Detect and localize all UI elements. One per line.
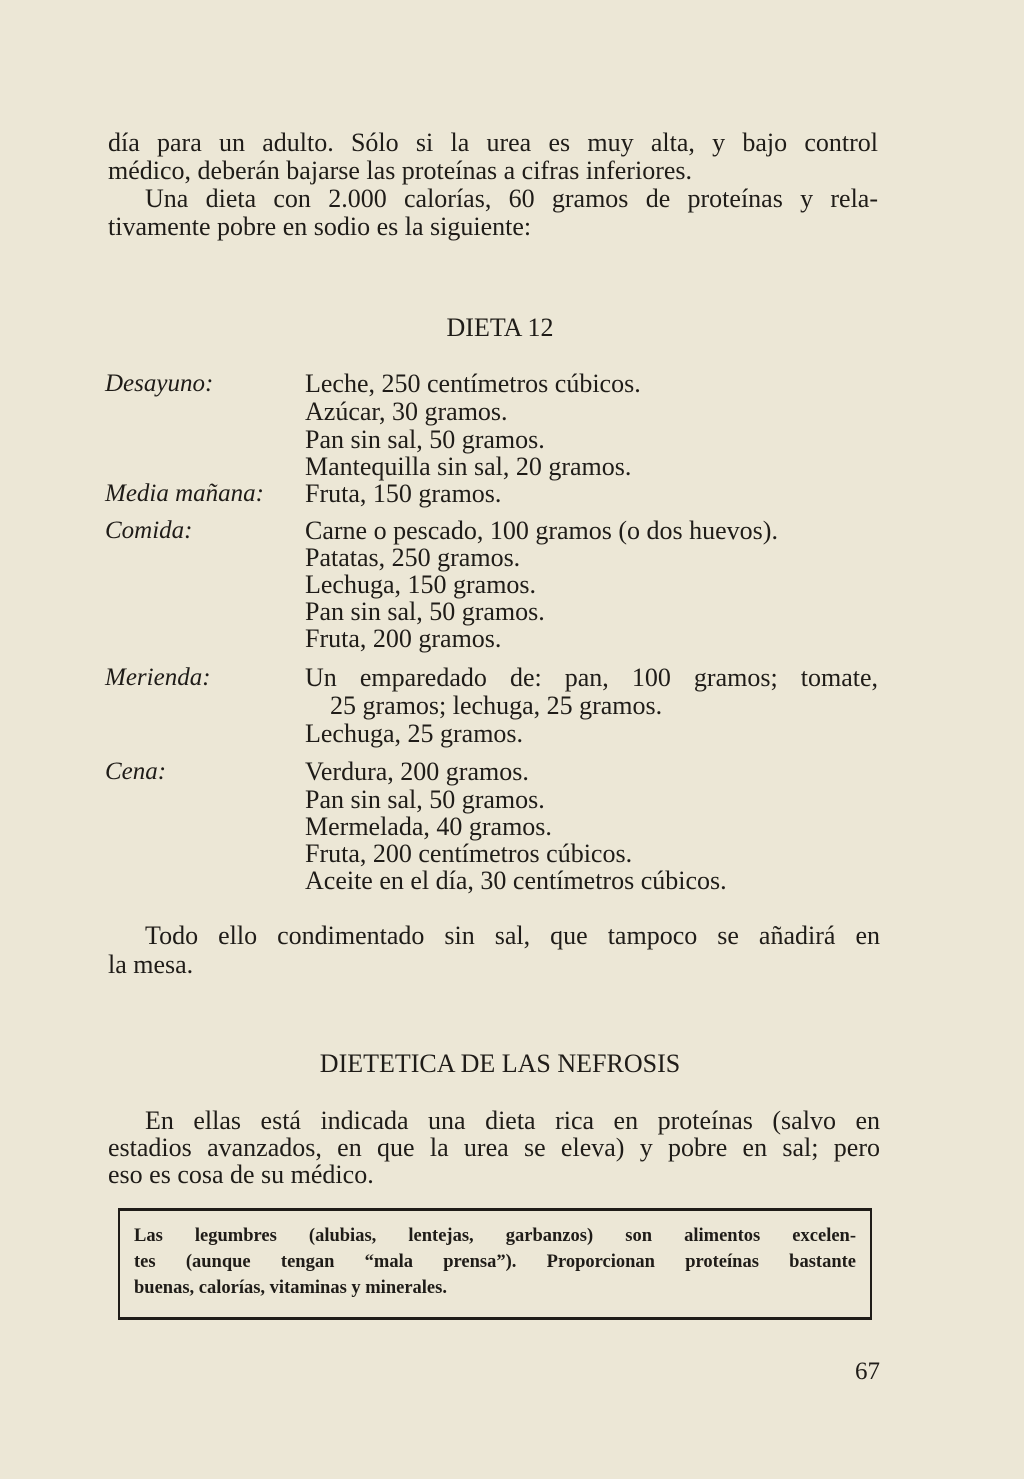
callout-line-1: Las legumbres (alubias, lentejas, garbanzos) son alimentos excelen- <box>134 1226 856 1246</box>
meal-item: Verdura, 200 gramos. <box>305 757 529 786</box>
meal-item: Fruta, 200 centímetros cúbicos. <box>305 839 633 868</box>
note-line-1: Todo ello condimentado sin sal, que tampoco se añadirá en <box>145 921 880 950</box>
meal-item: Aceite en el día, 30 centímetros cúbicos. <box>305 866 727 895</box>
meal-item: Pan sin sal, 50 gramos. <box>305 425 545 454</box>
meal-label-cena: Cena: <box>105 758 167 785</box>
meal-item: Pan sin sal, 50 gramos. <box>305 785 545 814</box>
meal-item: Pan sin sal, 50 gramos. <box>305 597 545 626</box>
intro-line-3: Una dieta con 2.000 calorías, 60 gramos de proteínas y rela- <box>145 184 878 213</box>
intro-line-2: médico, deberán bajarse las proteínas a cifras inferiores. <box>108 156 693 185</box>
meal-item: Fruta, 200 gramos. <box>305 624 502 653</box>
note-line-2: la mesa. <box>108 950 194 979</box>
meal-item: Carne o pescado, 100 gramos (o dos huevos). <box>305 516 778 545</box>
meal-item: 25 gramos; lechuga, 25 gramos. <box>330 691 663 720</box>
meal-item: Mermelada, 40 gramos. <box>305 812 552 841</box>
section-line-2: estadios avanzados, en que la urea se eleva) y pobre en sal; pero <box>108 1133 880 1162</box>
meal-label-desayuno: Desayuno: <box>105 370 214 397</box>
meal-item: Patatas, 250 gramos. <box>305 543 521 572</box>
meal-label-media-manana: Media mañana: <box>105 480 264 507</box>
intro-line-4: tivamente pobre en sodio es la siguiente: <box>108 212 532 241</box>
meal-label-comida: Comida: <box>105 517 193 544</box>
callout-line-3: buenas, calorías, vitaminas y minerales. <box>134 1278 447 1298</box>
callout-line-2: tes (aunque tengan “mala prensa”). Proporcionan proteínas bastante <box>134 1252 856 1272</box>
section-line-1: En ellas está indicada una dieta rica en proteínas (salvo en <box>145 1106 880 1135</box>
meal-item: Un emparedado de: pan, 100 gramos; tomate, <box>305 663 878 692</box>
meal-item: Leche, 250 centímetros cúbicos. <box>305 369 641 398</box>
meal-item: Lechuga, 150 gramos. <box>305 570 537 599</box>
meal-item: Mantequilla sin sal, 20 gramos. <box>305 452 632 481</box>
intro-line-1: día para un adulto. Sólo si la urea es muy alta, y bajo control <box>108 128 878 157</box>
callout-box <box>118 1208 872 1320</box>
page-number: 67 <box>855 1358 880 1385</box>
meal-label-merienda: Merienda: <box>105 664 211 691</box>
section-heading: DIETETICA DE LAS NEFROSIS <box>319 1049 681 1078</box>
meal-item: Lechuga, 25 gramos. <box>305 719 524 748</box>
section-line-3: eso es cosa de su médico. <box>108 1160 374 1189</box>
meal-item: Azúcar, 30 gramos. <box>305 397 508 426</box>
diet-title: DIETA 12 <box>446 313 554 342</box>
meal-item: Fruta, 150 gramos. <box>305 479 502 508</box>
